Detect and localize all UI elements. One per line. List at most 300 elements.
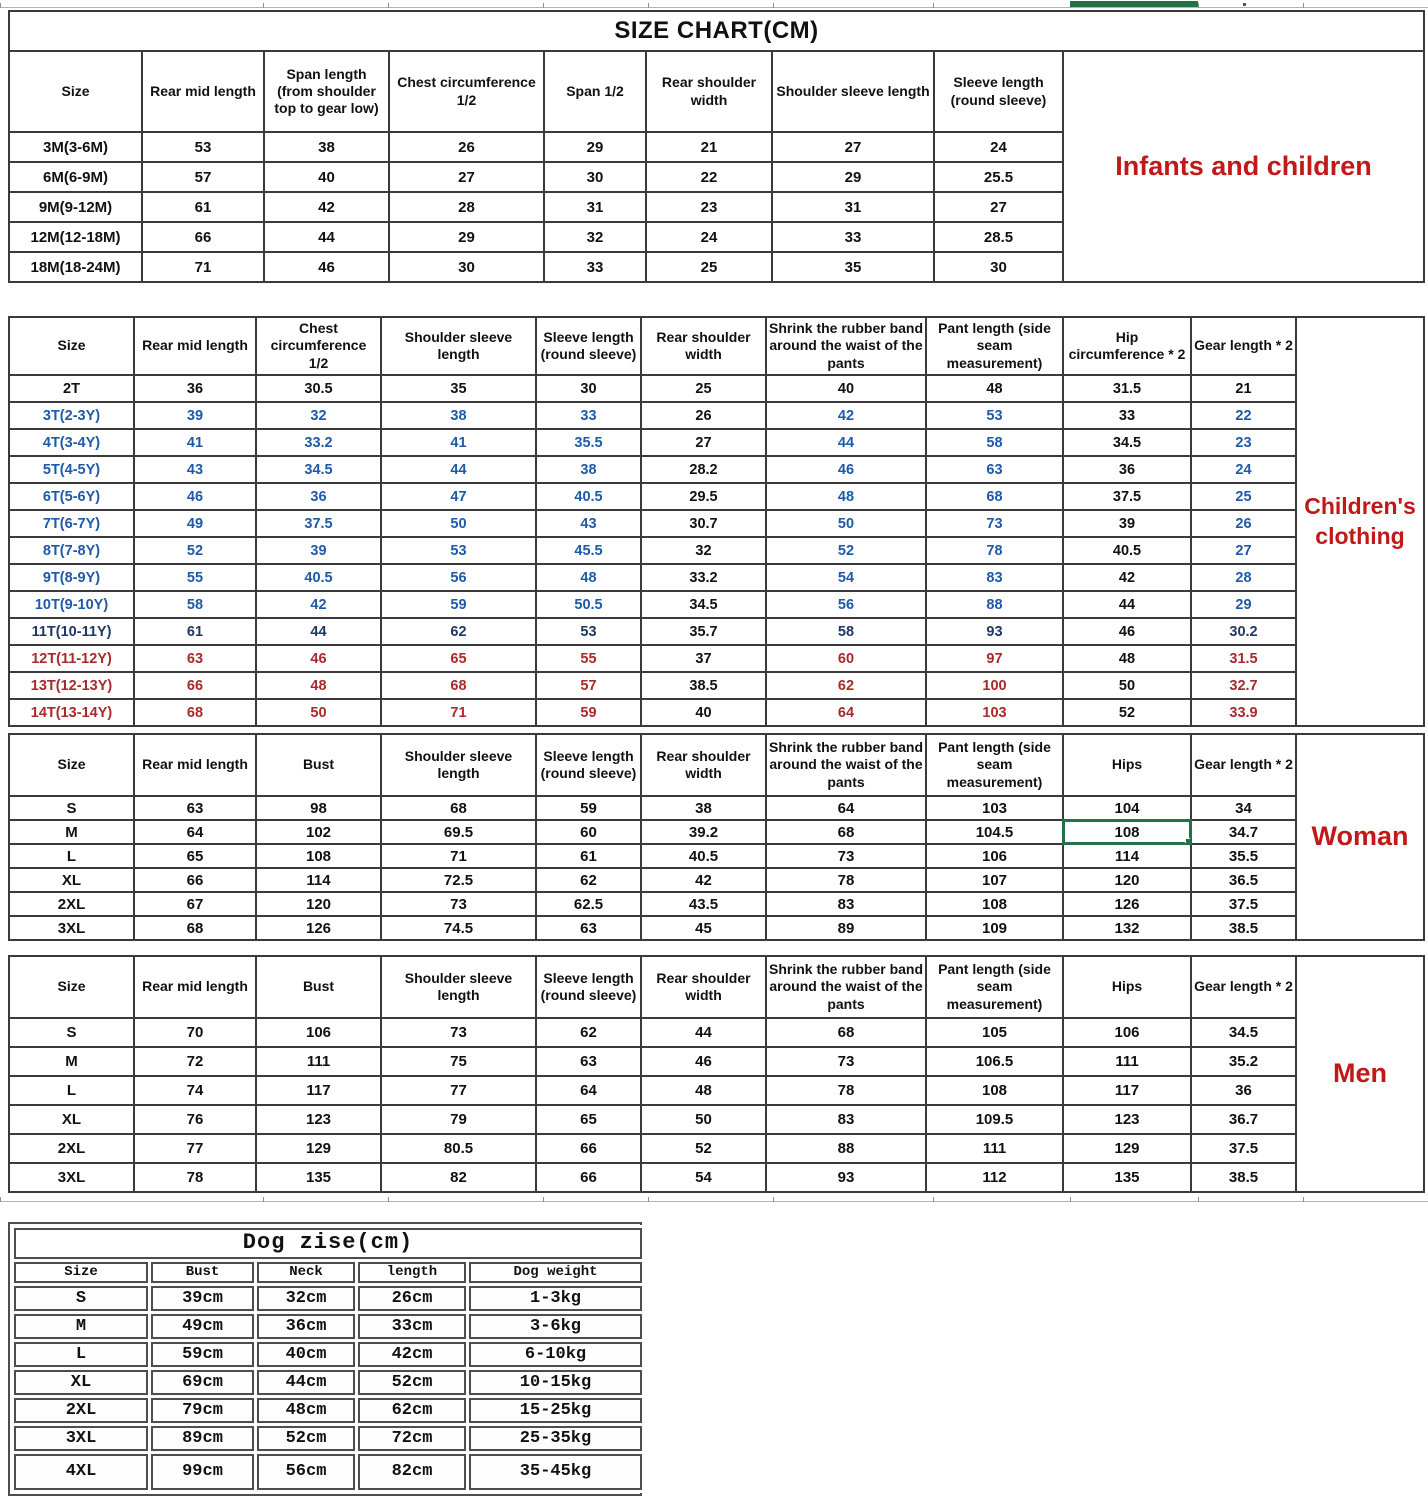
value-cell: 36 [1191, 1076, 1296, 1105]
value-cell: 40.5 [256, 564, 381, 591]
value-cell: 120 [256, 892, 381, 916]
value-cell: 32.7 [1191, 672, 1296, 699]
column-header: Rear mid length [134, 734, 256, 796]
value-cell: 83 [926, 564, 1063, 591]
value-cell: 30 [934, 252, 1063, 282]
column-header: Size [9, 51, 142, 132]
table-row [9, 868, 1296, 892]
woman-section-label: Woman [1295, 733, 1425, 941]
value-cell: 80.5 [381, 1134, 536, 1163]
value-cell: 68 [134, 916, 256, 940]
value-cell: 36cm [257, 1314, 355, 1339]
value-cell: 89 [766, 916, 926, 940]
row-size-label: S [9, 1018, 134, 1047]
value-cell: 39.2 [641, 820, 766, 844]
value-cell: 26 [389, 132, 544, 162]
dog-size-table-section [8, 1222, 642, 1496]
value-cell: 103 [926, 699, 1063, 726]
header-row [9, 317, 1296, 375]
gridline-tick [1243, 3, 1246, 6]
value-cell: 56cm [257, 1454, 355, 1490]
column-header: Rear mid length [134, 956, 256, 1018]
column-header: Size [9, 956, 134, 1018]
value-cell: 46 [1063, 618, 1191, 645]
value-cell: 49 [134, 510, 256, 537]
table-row [14, 1314, 642, 1339]
value-cell: 108 [926, 892, 1063, 916]
column-header: length [358, 1262, 466, 1283]
value-cell: 38.5 [641, 672, 766, 699]
column-header: Rear shoulder width [641, 734, 766, 796]
column-header: Size [14, 1262, 148, 1283]
table-row [9, 618, 1296, 645]
value-cell: 38 [641, 796, 766, 820]
header-row [9, 956, 1296, 1018]
value-cell: 66 [536, 1163, 641, 1192]
value-cell: 73 [381, 892, 536, 916]
column-header: Hips [1063, 956, 1191, 1018]
value-cell: 114 [256, 868, 381, 892]
column-header: Hip circumference * 2 [1063, 317, 1191, 375]
value-cell: 38 [381, 402, 536, 429]
row-size-label: 5T(4-5Y) [9, 456, 134, 483]
value-cell: 35 [381, 375, 536, 402]
value-cell: 42 [256, 591, 381, 618]
column-header: Pant length (side seam measurement) [926, 734, 1063, 796]
value-cell: 50 [1063, 672, 1191, 699]
men-table [8, 955, 1297, 1193]
value-cell: 35.5 [536, 429, 641, 456]
value-cell: 29 [544, 132, 646, 162]
value-cell: 42 [641, 868, 766, 892]
value-cell: 63 [134, 645, 256, 672]
value-cell: 62 [536, 868, 641, 892]
value-cell: 97 [926, 645, 1063, 672]
value-cell: 117 [1063, 1076, 1191, 1105]
column-header: Gear length * 2 [1191, 956, 1296, 1018]
value-cell: 99cm [151, 1454, 254, 1490]
value-cell: 123 [1063, 1105, 1191, 1134]
value-cell: 40.5 [536, 483, 641, 510]
value-cell: 44 [256, 618, 381, 645]
infants-table-host [8, 50, 1064, 283]
row-size-label: 2T [9, 375, 134, 402]
value-cell: 48 [1063, 645, 1191, 672]
children-table [8, 316, 1297, 727]
column-header: Shoulder sleeve length [772, 51, 934, 132]
value-cell: 48 [641, 1076, 766, 1105]
row-size-label: M [14, 1314, 148, 1339]
value-cell: 10-15kg [469, 1370, 642, 1395]
gridline [0, 7, 1428, 8]
value-cell: 25 [646, 252, 772, 282]
value-cell: 74 [134, 1076, 256, 1105]
row-size-label: L [9, 844, 134, 868]
value-cell: 62 [381, 618, 536, 645]
selected-cell: 108 [1063, 820, 1191, 844]
value-cell: 23 [1191, 429, 1296, 456]
value-cell: 48 [256, 672, 381, 699]
value-cell: 59 [381, 591, 536, 618]
value-cell: 30 [389, 252, 544, 282]
column-header: Sleeve length (round sleeve) [536, 734, 641, 796]
column-header: Shrink the rubber band around the waist of the pants [766, 317, 926, 375]
value-cell: 56 [766, 591, 926, 618]
value-cell: 45.5 [536, 537, 641, 564]
value-cell: 36.5 [1191, 868, 1296, 892]
value-cell: 88 [926, 591, 1063, 618]
value-cell: 34.5 [1063, 429, 1191, 456]
value-cell: 72cm [358, 1426, 466, 1451]
value-cell: 83 [766, 1105, 926, 1134]
value-cell: 25 [1191, 483, 1296, 510]
table-row [14, 1454, 642, 1490]
value-cell: 40 [766, 375, 926, 402]
row-size-label: 4T(3-4Y) [9, 429, 134, 456]
value-cell: 105 [926, 1018, 1063, 1047]
row-size-label: 4XL [14, 1454, 148, 1490]
value-cell: 35-45kg [469, 1454, 642, 1490]
value-cell: 31 [544, 192, 646, 222]
value-cell: 79cm [151, 1398, 254, 1423]
value-cell: 37 [641, 645, 766, 672]
table-row [9, 796, 1296, 820]
column-header: Rear shoulder width [646, 51, 772, 132]
value-cell: 63 [536, 916, 641, 940]
dog-table [11, 1225, 645, 1493]
value-cell: 39 [134, 402, 256, 429]
value-cell: 135 [256, 1163, 381, 1192]
value-cell: 70 [134, 1018, 256, 1047]
woman-size-table-section [8, 733, 1425, 941]
row-size-label: XL [14, 1370, 148, 1395]
value-cell: 6-10kg [469, 1342, 642, 1367]
value-cell: 111 [256, 1047, 381, 1076]
value-cell: 108 [926, 1076, 1063, 1105]
value-cell: 93 [766, 1163, 926, 1192]
value-cell: 33 [536, 402, 641, 429]
table-row [9, 222, 1063, 252]
value-cell: 57 [142, 162, 264, 192]
value-cell: 64 [536, 1076, 641, 1105]
value-cell: 98 [256, 796, 381, 820]
table-row [9, 483, 1296, 510]
value-cell: 53 [926, 402, 1063, 429]
value-cell: 135 [1063, 1163, 1191, 1192]
value-cell: 72 [134, 1047, 256, 1076]
value-cell: 129 [1063, 1134, 1191, 1163]
column-header: Shrink the rubber band around the waist of the pants [766, 734, 926, 796]
value-cell: 65 [536, 1105, 641, 1134]
value-cell: 33 [772, 222, 934, 252]
value-cell: 39 [256, 537, 381, 564]
value-cell: 78 [766, 868, 926, 892]
value-cell: 46 [134, 483, 256, 510]
row-size-label: 8T(7-8Y) [9, 537, 134, 564]
column-header: Chest circumference 1/2 [256, 317, 381, 375]
value-cell: 64 [134, 820, 256, 844]
value-cell: 24 [934, 132, 1063, 162]
row-size-label: 11T(10-11Y) [9, 618, 134, 645]
value-cell: 37.5 [1063, 483, 1191, 510]
value-cell: 132 [1063, 916, 1191, 940]
value-cell: 71 [381, 699, 536, 726]
column-header: Shoulder sleeve length [381, 734, 536, 796]
value-cell: 117 [256, 1076, 381, 1105]
value-cell: 46 [264, 252, 389, 282]
table-row [9, 1047, 1296, 1076]
value-cell: 36 [256, 483, 381, 510]
row-size-label: 2XL [14, 1398, 148, 1423]
value-cell: 29.5 [641, 483, 766, 510]
value-cell: 35 [772, 252, 934, 282]
value-cell: 73 [766, 1047, 926, 1076]
value-cell: 46 [766, 456, 926, 483]
spreadsheet-gridline-top [0, 0, 1428, 10]
value-cell: 106 [256, 1018, 381, 1047]
woman-table-host [8, 733, 1297, 941]
column-header: Sleeve length (round sleeve) [536, 956, 641, 1018]
value-cell: 24 [1191, 456, 1296, 483]
value-cell: 114 [1063, 844, 1191, 868]
row-size-label: L [14, 1342, 148, 1367]
column-header: Size [9, 734, 134, 796]
value-cell: 47 [381, 483, 536, 510]
row-size-label: 6M(6-9M) [9, 162, 142, 192]
value-cell: 76 [134, 1105, 256, 1134]
value-cell: 40 [264, 162, 389, 192]
column-header: Rear mid length [142, 51, 264, 132]
table-row [9, 892, 1296, 916]
value-cell: 50.5 [536, 591, 641, 618]
value-cell: 24 [646, 222, 772, 252]
value-cell: 32 [256, 402, 381, 429]
value-cell: 26 [641, 402, 766, 429]
row-size-label: S [9, 796, 134, 820]
value-cell: 63 [536, 1047, 641, 1076]
value-cell: 32 [641, 537, 766, 564]
row-size-label: M [9, 1047, 134, 1076]
gridline [0, 1201, 1428, 1202]
value-cell: 35.2 [1191, 1047, 1296, 1076]
value-cell: 30.2 [1191, 618, 1296, 645]
children-table-host [8, 316, 1297, 727]
value-cell: 15-25kg [469, 1398, 642, 1423]
value-cell: 48 [536, 564, 641, 591]
column-header: Bust [256, 734, 381, 796]
row-size-label: 9T(8-9Y) [9, 564, 134, 591]
value-cell: 74.5 [381, 916, 536, 940]
value-cell: 29 [1191, 591, 1296, 618]
value-cell: 59 [536, 796, 641, 820]
value-cell: 27 [772, 132, 934, 162]
value-cell: 22 [646, 162, 772, 192]
value-cell: 32cm [257, 1286, 355, 1311]
table-row [9, 1076, 1296, 1105]
value-cell: 3-6kg [469, 1314, 642, 1339]
spreadsheet-gridline-bottom [0, 1194, 1428, 1204]
value-cell: 69cm [151, 1370, 254, 1395]
value-cell: 109 [926, 916, 1063, 940]
value-cell: 30 [536, 375, 641, 402]
value-cell: 43 [134, 456, 256, 483]
column-header: Pant length (side seam measurement) [926, 956, 1063, 1018]
value-cell: 28 [389, 192, 544, 222]
value-cell: 73 [381, 1018, 536, 1047]
value-cell: 29 [389, 222, 544, 252]
value-cell: 65 [381, 645, 536, 672]
value-cell: 27 [934, 192, 1063, 222]
header-row [14, 1262, 642, 1283]
table-row [9, 645, 1296, 672]
value-cell: 62 [766, 672, 926, 699]
column-header: Dog weight [469, 1262, 642, 1283]
value-cell: 66 [134, 868, 256, 892]
value-cell: 111 [1063, 1047, 1191, 1076]
value-cell: 106.5 [926, 1047, 1063, 1076]
value-cell: 53 [536, 618, 641, 645]
value-cell: 33.2 [256, 429, 381, 456]
table-title: Dog zise(cm) [14, 1228, 642, 1259]
value-cell: 106 [926, 844, 1063, 868]
table-row [14, 1370, 642, 1395]
column-header: Span 1/2 [544, 51, 646, 132]
value-cell: 63 [926, 456, 1063, 483]
value-cell: 50 [766, 510, 926, 537]
row-size-label: 3T(2-3Y) [9, 402, 134, 429]
value-cell: 120 [1063, 868, 1191, 892]
value-cell: 34.7 [1191, 820, 1296, 844]
value-cell: 43.5 [641, 892, 766, 916]
table-row [9, 252, 1063, 282]
value-cell: 27 [641, 429, 766, 456]
column-header: Hips [1063, 734, 1191, 796]
value-cell: 62 [536, 1018, 641, 1047]
table-row [9, 192, 1063, 222]
value-cell: 68 [381, 672, 536, 699]
value-cell: 33.9 [1191, 699, 1296, 726]
table-row [9, 844, 1296, 868]
table-row [9, 1018, 1296, 1047]
value-cell: 33 [1063, 402, 1191, 429]
value-cell: 55 [134, 564, 256, 591]
value-cell: 25.5 [934, 162, 1063, 192]
value-cell: 73 [926, 510, 1063, 537]
row-size-label: 2XL [9, 1134, 134, 1163]
table-row [14, 1286, 642, 1311]
value-cell: 35.7 [641, 618, 766, 645]
dog-table-host [11, 1225, 639, 1493]
column-header: Span length (from shoulder top to gear low) [264, 51, 389, 132]
value-cell: 48cm [257, 1398, 355, 1423]
value-cell: 102 [256, 820, 381, 844]
row-size-label: 3XL [9, 916, 134, 940]
value-cell: 61 [142, 192, 264, 222]
value-cell: 77 [134, 1134, 256, 1163]
value-cell: 67 [134, 892, 256, 916]
column-header: Sleeve length (round sleeve) [536, 317, 641, 375]
table-row [9, 1105, 1296, 1134]
row-size-label: XL [9, 868, 134, 892]
value-cell: 30.7 [641, 510, 766, 537]
value-cell: 78 [926, 537, 1063, 564]
value-cell: 37.5 [256, 510, 381, 537]
value-cell: 1-3kg [469, 1286, 642, 1311]
value-cell: 109.5 [926, 1105, 1063, 1134]
value-cell: 106 [1063, 1018, 1191, 1047]
value-cell: 32 [544, 222, 646, 252]
row-size-label: 3XL [14, 1426, 148, 1451]
value-cell: 46 [256, 645, 381, 672]
value-cell: 62cm [358, 1398, 466, 1423]
value-cell: 33cm [358, 1314, 466, 1339]
value-cell: 44 [766, 429, 926, 456]
table-row [9, 132, 1063, 162]
column-header: Shrink the rubber band around the waist of the pants [766, 956, 926, 1018]
value-cell: 59 [536, 699, 641, 726]
value-cell: 108 [256, 844, 381, 868]
men-size-table-section [8, 955, 1425, 1193]
column-header: Shoulder sleeve length [381, 956, 536, 1018]
value-cell: 41 [381, 429, 536, 456]
table-row [9, 672, 1296, 699]
row-size-label: 14T(13-14Y) [9, 699, 134, 726]
value-cell: 88 [766, 1134, 926, 1163]
value-cell: 42 [766, 402, 926, 429]
value-cell: 27 [1191, 537, 1296, 564]
column-header: Gear length * 2 [1191, 317, 1296, 375]
value-cell: 126 [256, 916, 381, 940]
value-cell: 21 [646, 132, 772, 162]
value-cell: 63 [134, 796, 256, 820]
row-size-label: L [9, 1076, 134, 1105]
value-cell: 39 [1063, 510, 1191, 537]
value-cell: 35.5 [1191, 844, 1296, 868]
value-cell: 33.2 [641, 564, 766, 591]
value-cell: 50 [381, 510, 536, 537]
row-size-label: 3XL [9, 1163, 134, 1192]
value-cell: 52 [766, 537, 926, 564]
value-cell: 30 [544, 162, 646, 192]
value-cell: 129 [256, 1134, 381, 1163]
value-cell: 44 [641, 1018, 766, 1047]
value-cell: 79 [381, 1105, 536, 1134]
value-cell: 40cm [257, 1342, 355, 1367]
column-header: Bust [256, 956, 381, 1018]
page-title: SIZE CHART(CM) [8, 10, 1425, 52]
column-header: Bust [151, 1262, 254, 1283]
value-cell: 40.5 [1063, 537, 1191, 564]
value-cell: 57 [536, 672, 641, 699]
row-size-label: 13T(12-13Y) [9, 672, 134, 699]
row-size-label: S [14, 1286, 148, 1311]
header-row [9, 51, 1063, 132]
value-cell: 78 [766, 1076, 926, 1105]
value-cell: 34.5 [1191, 1018, 1296, 1047]
table-row [9, 375, 1296, 402]
row-size-label: 3M(3-6M) [9, 132, 142, 162]
column-header: Gear length * 2 [1191, 734, 1296, 796]
value-cell: 55 [536, 645, 641, 672]
table-row [9, 916, 1296, 940]
value-cell: 62.5 [536, 892, 641, 916]
value-cell: 54 [641, 1163, 766, 1192]
value-cell: 68 [134, 699, 256, 726]
table-row [9, 402, 1296, 429]
value-cell: 66 [536, 1134, 641, 1163]
value-cell: 50 [641, 1105, 766, 1134]
value-cell: 28.5 [934, 222, 1063, 252]
